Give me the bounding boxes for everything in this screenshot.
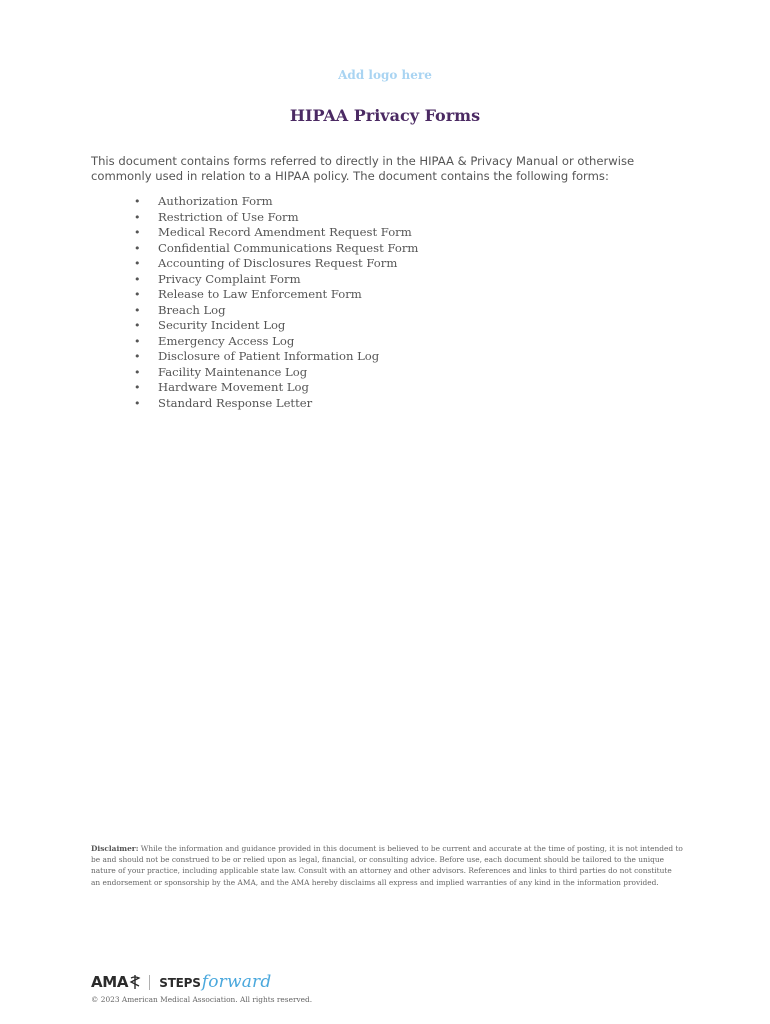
list-item-label: Breach Log (158, 302, 226, 317)
list-item-label: Facility Maintenance Log (158, 364, 308, 379)
list-item (130, 318, 418, 334)
logo-placeholder: Add logo here (338, 68, 432, 82)
forms-list (130, 194, 418, 411)
list-item (130, 365, 418, 381)
steps-word: STEPS (159, 976, 201, 990)
disclaimer (91, 843, 683, 888)
bullet-icon: • (134, 210, 141, 224)
list-item-label: Release to Law Enforcement Form (158, 287, 362, 301)
intro-paragraph: This document contains forms referred to directly in the HIPAA & Privacy Manual or otherwise commonly used in relation to a HIPAA policy. The document contains the following forms: (91, 154, 635, 183)
forward-word: forward (201, 972, 272, 992)
list-item-label: Disclosure of Patient Information Log (158, 349, 380, 363)
bullet-icon: • (134, 396, 141, 410)
list-item (130, 241, 418, 257)
list-item (130, 194, 418, 210)
disclaimer-label: Disclaimer: (91, 844, 139, 853)
list-item-label: Restriction of Use Form (158, 209, 299, 224)
bullet-icon: • (134, 288, 141, 301)
list-item (130, 225, 418, 241)
ama-caduceus-icon (129, 974, 141, 990)
logo-divider (149, 975, 150, 990)
list-item-label: Accounting of Disclosures Request Form (158, 256, 398, 270)
steps-forward-logo (159, 972, 271, 992)
list-item-label: Confidential Communications Request Form (158, 240, 419, 255)
ama-logo (91, 973, 141, 991)
bullet-icon: • (134, 272, 141, 286)
bullet-icon: • (134, 350, 141, 363)
bullet-icon: • (134, 303, 141, 317)
list-item-label: Emergency Access Log (158, 333, 295, 348)
bullet-icon: • (134, 319, 141, 332)
list-item (130, 210, 418, 226)
list-item (130, 303, 418, 319)
bullet-icon: • (134, 334, 141, 348)
list-item-label: Authorization Form (158, 194, 273, 208)
disclaimer-text: While the information and guidance provided in this document is believed to be current and accurate at the time of posting, it is not intended to be and should not be construed to be or relied upon as legal, financial, or consulting advice. Before use, each document should be tailored to the unique nature of your practice, including applicable state law. Consult with an attorney and other advisors. References and links to third parties do not constitute an endorsement or sponsorship by the AMA, and the AMA hereby disclaims all express and implied warranties of any kind in the information provided. (91, 844, 683, 887)
list-item-label: Security Incident Log (158, 318, 286, 332)
list-item (130, 349, 418, 365)
list-item (130, 380, 418, 396)
bullet-icon: • (134, 241, 141, 255)
bullet-icon: • (134, 257, 141, 270)
list-item (130, 256, 418, 272)
list-item-label: Hardware Movement Log (158, 380, 309, 394)
ama-logo-text: AMA (91, 973, 129, 991)
bullet-icon: • (134, 195, 141, 208)
list-item (130, 272, 418, 288)
list-item (130, 396, 418, 412)
bullet-icon: • (134, 365, 141, 379)
list-item-label: Medical Record Amendment Request Form (158, 225, 412, 239)
copyright: © 2023 American Medical Association. All rights reserved. (91, 995, 313, 1004)
bullet-icon: • (134, 381, 141, 394)
list-item-label: Privacy Complaint Form (158, 271, 301, 286)
list-item (130, 334, 418, 350)
list-item-label: Standard Response Letter (158, 395, 313, 410)
footer-logos (91, 968, 271, 996)
document-title: HIPAA Privacy Forms (289, 106, 481, 125)
bullet-icon: • (134, 226, 141, 239)
list-item (130, 287, 418, 303)
